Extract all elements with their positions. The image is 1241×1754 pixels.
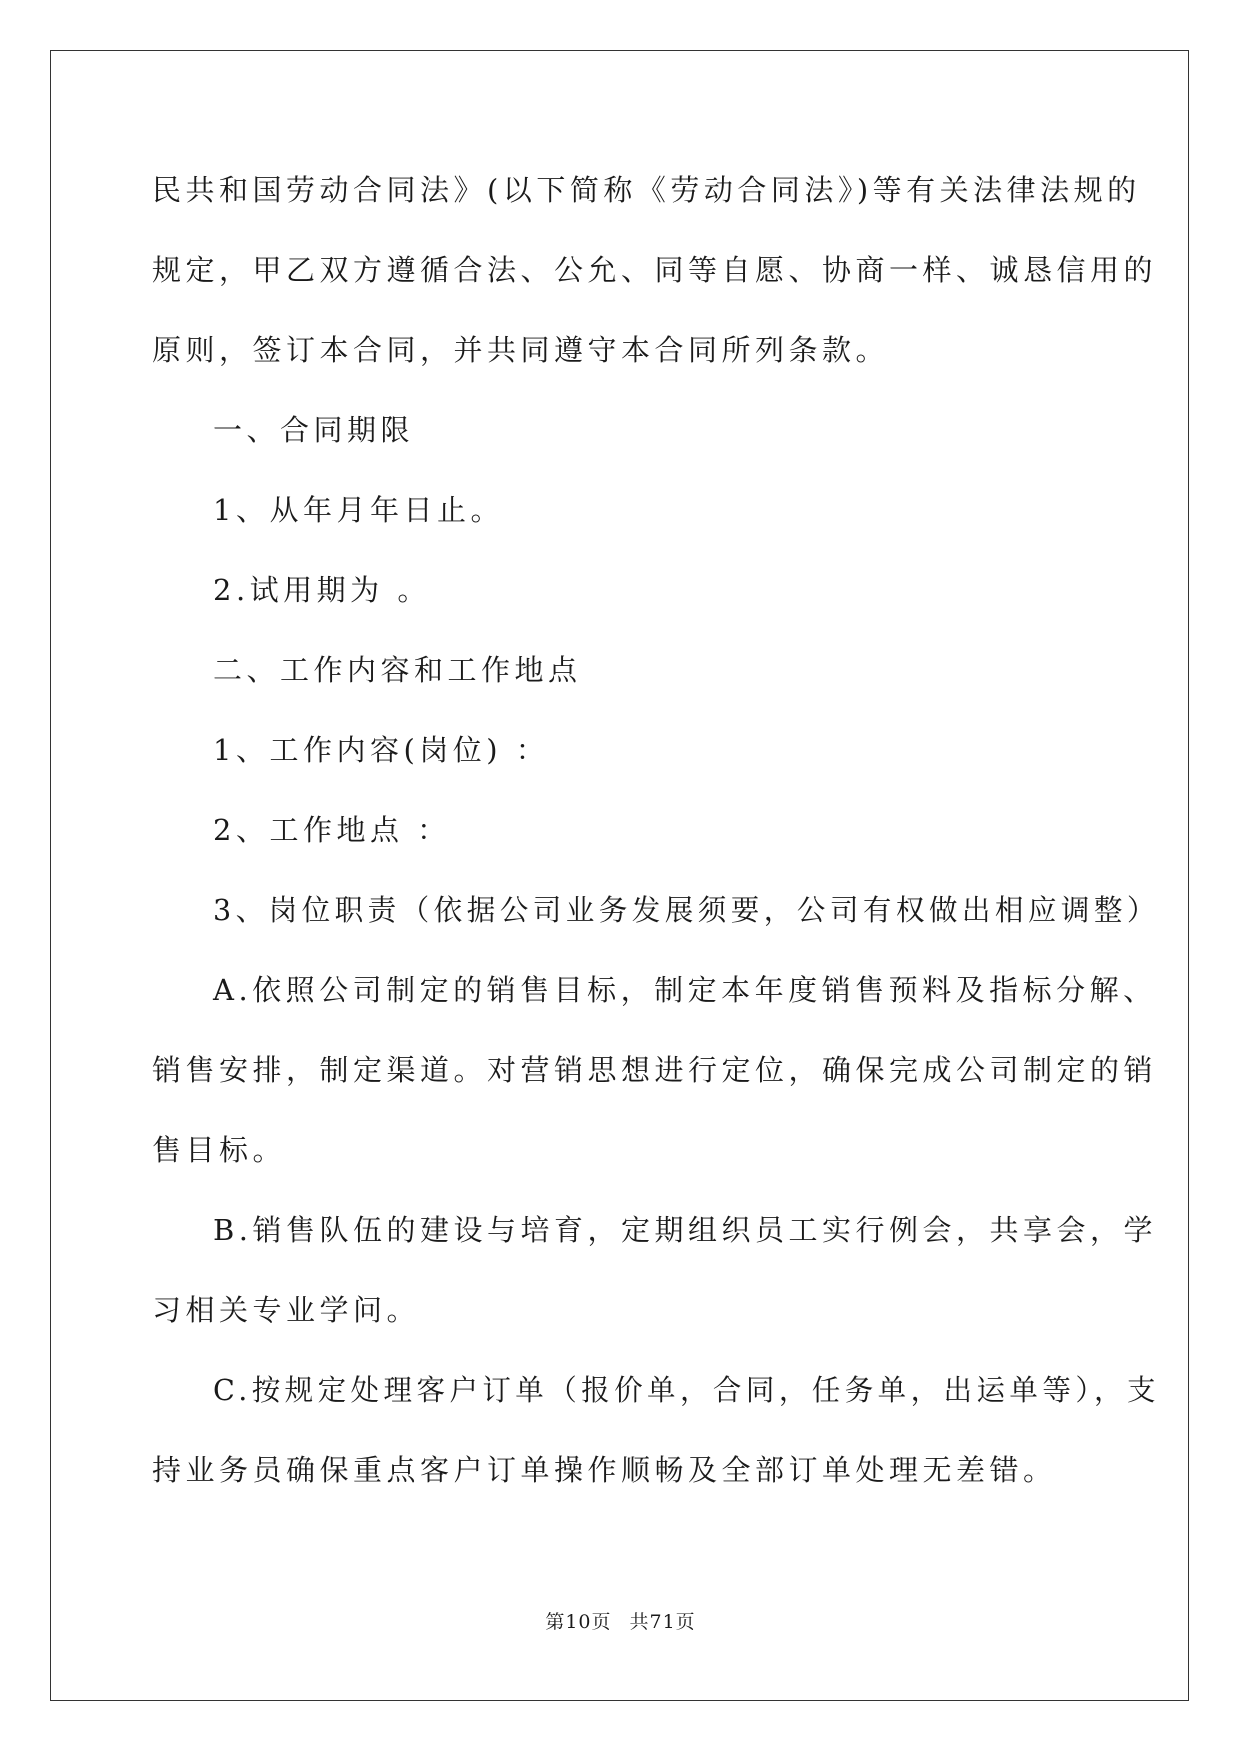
paragraph-line: 规定，甲乙双方遵循合法、公允、同等自愿、协商一样、诚恳信用的	[152, 253, 1158, 287]
paragraph-line: 持业务员确保重点客户订单操作顺畅及全部订单处理无差错。	[152, 1453, 1057, 1487]
paragraph-line: 销售安排，制定渠道。对营销思想进行定位，确保完成公司制定的销	[152, 1053, 1158, 1087]
clause-item: B.销售队伍的建设与培育，定期组织员工实行例会，共享会，学	[213, 1213, 1158, 1247]
section-heading: 一、合同期限	[213, 413, 415, 447]
total-pages: 共71页	[629, 1611, 696, 1633]
paragraph-line: 售目标。	[152, 1133, 287, 1167]
paragraph-line: 原则，签订本合同，并共同遵守本合同所列条款。	[152, 333, 890, 367]
paragraph-line: 民共和国劳动合同法》(以下简称《劳动合同法》)等有关法律法规的	[152, 173, 1141, 207]
section-heading: 二、工作内容和工作地点	[213, 653, 582, 687]
clause-item: 2、工作地点 ：	[213, 813, 451, 847]
clause-item: 3、岗位职责（依据公司业务发展须要，公司有权做出相应调整）	[213, 893, 1160, 927]
clause-item: A.依照公司制定的销售目标，制定本年度销售预料及指标分解、	[213, 973, 1157, 1007]
clause-item: 1、从年月年日止。	[213, 493, 504, 527]
paragraph-line: 习相关专业学问。	[152, 1293, 421, 1327]
clause-item: 1、工作内容(岗位) ：	[213, 733, 550, 767]
clause-item: 2.试用期为 。	[213, 573, 431, 607]
current-page-number: 第10页	[545, 1611, 612, 1633]
page-footer	[0, 1610, 1241, 1634]
clause-item: C.按规定处理客户订单（报价单，合同，任务单，出运单等），支	[213, 1373, 1160, 1407]
